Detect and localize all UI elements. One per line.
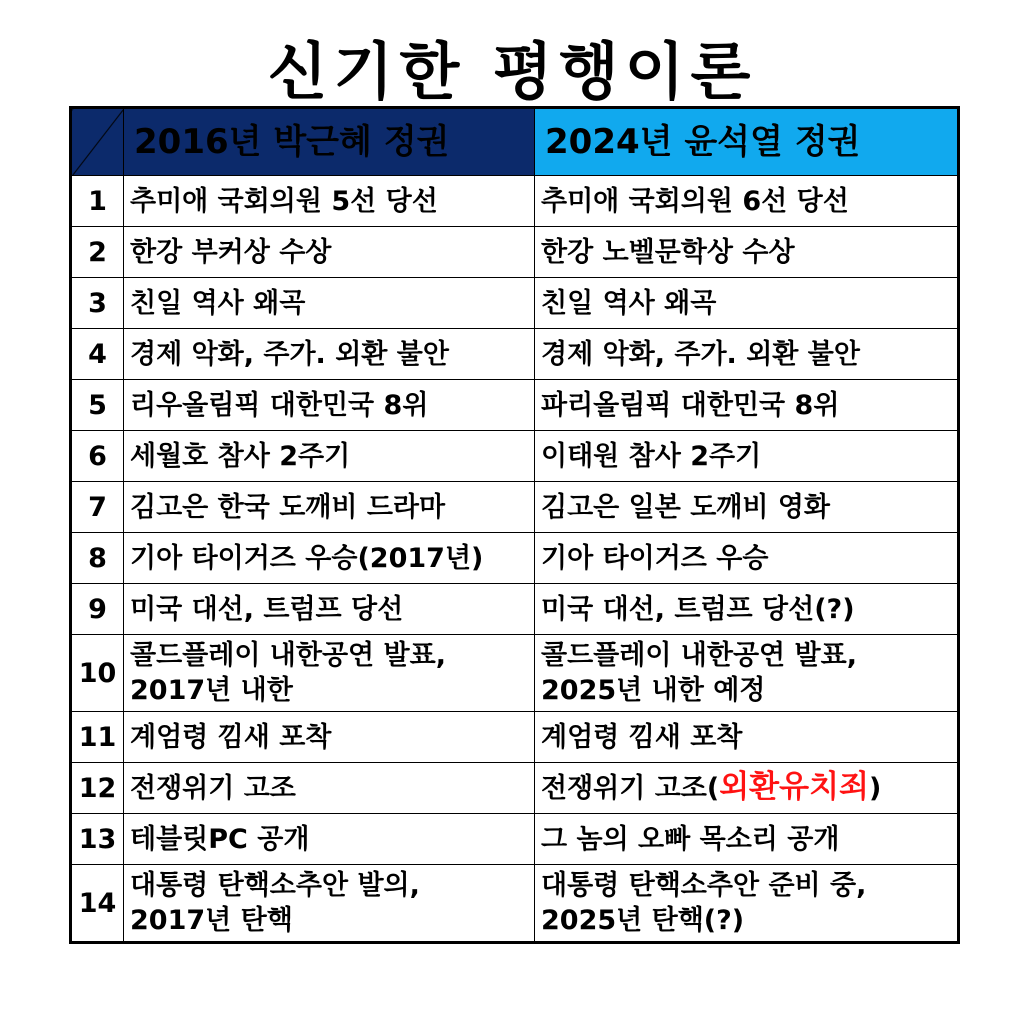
right-cell: 그 놈의 오빠 목소리 공개 [535,814,959,865]
header-left-year: 2016년 [134,121,262,162]
left-line-2: 2017년 내한 [130,675,293,706]
right-cell: 친일 역사 왜곡 [535,278,959,329]
table-row [71,584,959,635]
right-cell: 미국 대선, 트럼프 당선(?) [535,584,959,635]
table-row [71,814,959,865]
comparison-table [69,106,960,944]
right-cell: 기아 타이거즈 우승 [535,533,959,584]
highlight-text: 외환유치죄 [719,769,869,805]
left-cell: 세월호 참사 2주기 [124,431,535,482]
right-cell: 추미애 국회의원 6선 당선 [535,176,959,227]
table-row [71,227,959,278]
table-row [71,176,959,227]
left-cell: 테블릿PC 공개 [124,814,535,865]
left-cell: 미국 대선, 트럼프 당선 [124,584,535,635]
right-text-close: ) [868,773,882,804]
right-line-1: 콜드플레이 내한공연 발표, [541,640,857,671]
right-text: 전쟁위기 고조( [541,773,720,804]
right-line-2: 2025년 탄핵(?) [541,905,745,936]
table-row [71,533,959,584]
left-cell: 김고은 한국 도깨비 드라마 [124,482,535,533]
right-cell [535,763,959,814]
right-cell: 계엄령 낌새 포착 [535,712,959,763]
header-right [535,108,959,176]
right-cell: 한강 노벨문학상 수상 [535,227,959,278]
row-number: 12 [71,763,124,814]
left-line-1: 콜드플레이 내한공연 발표, [130,640,446,671]
right-cell [535,635,959,712]
header-right-name: 윤석열 정권 [684,121,861,162]
header-left-name: 박근혜 정권 [273,121,450,162]
left-cell: 추미애 국회의원 5선 당선 [124,176,535,227]
row-number: 4 [71,329,124,380]
table-row [71,329,959,380]
row-number: 1 [71,176,124,227]
row-number: 7 [71,482,124,533]
table-row [71,431,959,482]
left-cell: 계엄령 낌새 포착 [124,712,535,763]
left-cell: 리우올림픽 대한민국 8위 [124,380,535,431]
row-number: 13 [71,814,124,865]
table-row [71,635,959,712]
row-number: 5 [71,380,124,431]
left-line-2: 2017년 탄핵 [130,905,293,936]
row-number: 8 [71,533,124,584]
table-row [71,712,959,763]
page-title: 신기한 평행이론 [267,35,757,108]
row-number: 3 [71,278,124,329]
right-line-2: 2025년 내한 예정 [541,675,766,706]
right-cell: 경제 악화, 주가. 외환 불안 [535,329,959,380]
table-row [71,763,959,814]
right-line-1: 대통령 탄핵소추안 준비 중, [541,870,867,901]
table-row [71,380,959,431]
left-line-1: 대통령 탄핵소추안 발의, [130,870,420,901]
right-cell: 파리올림픽 대한민국 8위 [535,380,959,431]
table-row [71,278,959,329]
header-right-year: 2024년 [545,121,673,162]
left-cell: 전쟁위기 고조 [124,763,535,814]
row-number: 6 [71,431,124,482]
header-left [124,108,535,176]
left-cell [124,865,535,943]
right-cell: 이태원 참사 2주기 [535,431,959,482]
left-cell: 경제 악화, 주가. 외환 불안 [124,329,535,380]
row-number: 11 [71,712,124,763]
right-cell: 김고은 일본 도깨비 영화 [535,482,959,533]
row-number: 2 [71,227,124,278]
left-cell: 기아 타이거즈 우승(2017년) [124,533,535,584]
left-cell: 한강 부커상 수상 [124,227,535,278]
table-row [71,865,959,943]
table-row [71,482,959,533]
row-number: 14 [71,865,124,943]
header-corner-cell [71,108,124,176]
row-number: 10 [71,635,124,712]
row-number: 9 [71,584,124,635]
left-cell: 친일 역사 왜곡 [124,278,535,329]
left-cell [124,635,535,712]
table-header-row [71,108,959,176]
right-cell [535,865,959,943]
